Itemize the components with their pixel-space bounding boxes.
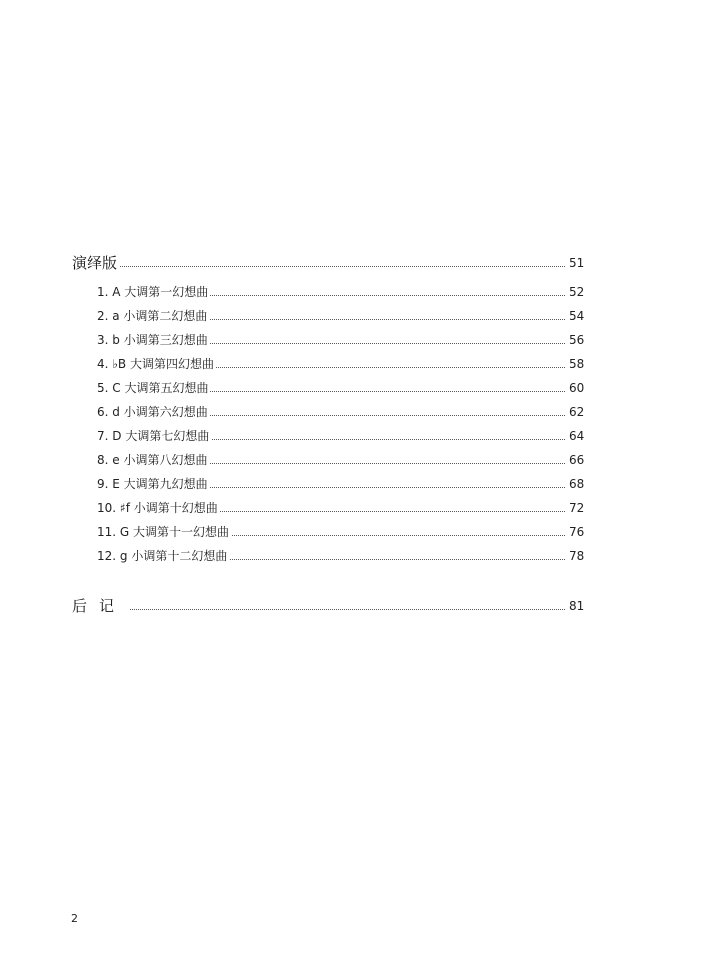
toc-entry-11[interactable] bbox=[0, 522, 718, 542]
leader-dots bbox=[200, 295, 565, 296]
toc-entry-4[interactable] bbox=[0, 354, 718, 374]
page-number: 81 bbox=[569, 596, 589, 616]
toc-entry-2[interactable] bbox=[0, 306, 718, 326]
toc-entry-8[interactable] bbox=[0, 450, 718, 470]
leader-dots bbox=[200, 463, 565, 464]
toc-entry-12[interactable] bbox=[0, 546, 718, 566]
page-number: 64 bbox=[569, 426, 589, 446]
entry-title: 9. E 大调第九幻想曲 bbox=[97, 474, 210, 494]
page-number: 68 bbox=[569, 474, 589, 494]
leader-dots bbox=[200, 391, 565, 392]
toc-entry-9[interactable] bbox=[0, 474, 718, 494]
page-number: 56 bbox=[569, 330, 589, 350]
leader-dots bbox=[120, 266, 565, 267]
folio-page-number: 2 bbox=[71, 912, 78, 925]
leader-dots bbox=[200, 535, 565, 536]
toc-entry-3[interactable] bbox=[0, 330, 718, 350]
entry-title: 2. a 小调第二幻想曲 bbox=[97, 306, 209, 326]
toc-section-performance-edition[interactable] bbox=[0, 253, 718, 273]
entry-title: 4. ♭B 大调第四幻想曲 bbox=[97, 354, 216, 374]
toc-section-afterword[interactable] bbox=[0, 596, 718, 616]
page-number: 54 bbox=[569, 306, 589, 326]
page-number: 78 bbox=[569, 546, 589, 566]
toc-entry-6[interactable] bbox=[0, 402, 718, 422]
page-number: 66 bbox=[569, 450, 589, 470]
leader-dots bbox=[200, 415, 565, 416]
page-number: 76 bbox=[569, 522, 589, 542]
page-number: 51 bbox=[569, 253, 589, 273]
page-number: 52 bbox=[569, 282, 589, 302]
leader-dots bbox=[120, 609, 565, 610]
leader-dots bbox=[200, 439, 565, 440]
leader-dots bbox=[200, 343, 565, 344]
entry-title: 5. C 大调第五幻想曲 bbox=[97, 378, 210, 398]
toc-entry-7[interactable] bbox=[0, 426, 718, 446]
page-number: 62 bbox=[569, 402, 589, 422]
toc-entry-10[interactable] bbox=[0, 498, 718, 518]
toc-entry-1[interactable] bbox=[0, 282, 718, 302]
entry-title: 1. A 大调第一幻想曲 bbox=[97, 282, 210, 302]
page-number: 72 bbox=[569, 498, 589, 518]
leader-dots bbox=[200, 487, 565, 488]
leader-dots bbox=[200, 319, 565, 320]
entry-title: 8. e 小调第八幻想曲 bbox=[97, 450, 209, 470]
section-title: 演绎版 bbox=[72, 253, 120, 273]
entry-title: 6. d 小调第六幻想曲 bbox=[97, 402, 210, 422]
page-number: 58 bbox=[569, 354, 589, 374]
leader-dots bbox=[200, 367, 565, 368]
leader-dots bbox=[200, 559, 565, 560]
entry-title: 3. b 小调第三幻想曲 bbox=[97, 330, 210, 350]
entry-title: 7. D 大调第七幻想曲 bbox=[97, 426, 211, 446]
entry-title: 11. G 大调第十一幻想曲 bbox=[97, 522, 231, 542]
leader-dots bbox=[200, 511, 565, 512]
page-number: 60 bbox=[569, 378, 589, 398]
entry-title: 10. ♯f 小调第十幻想曲 bbox=[97, 498, 220, 518]
entry-title: 12. g 小调第十二幻想曲 bbox=[97, 546, 229, 566]
section-title: 后记 bbox=[72, 596, 129, 616]
toc-entry-5[interactable] bbox=[0, 378, 718, 398]
